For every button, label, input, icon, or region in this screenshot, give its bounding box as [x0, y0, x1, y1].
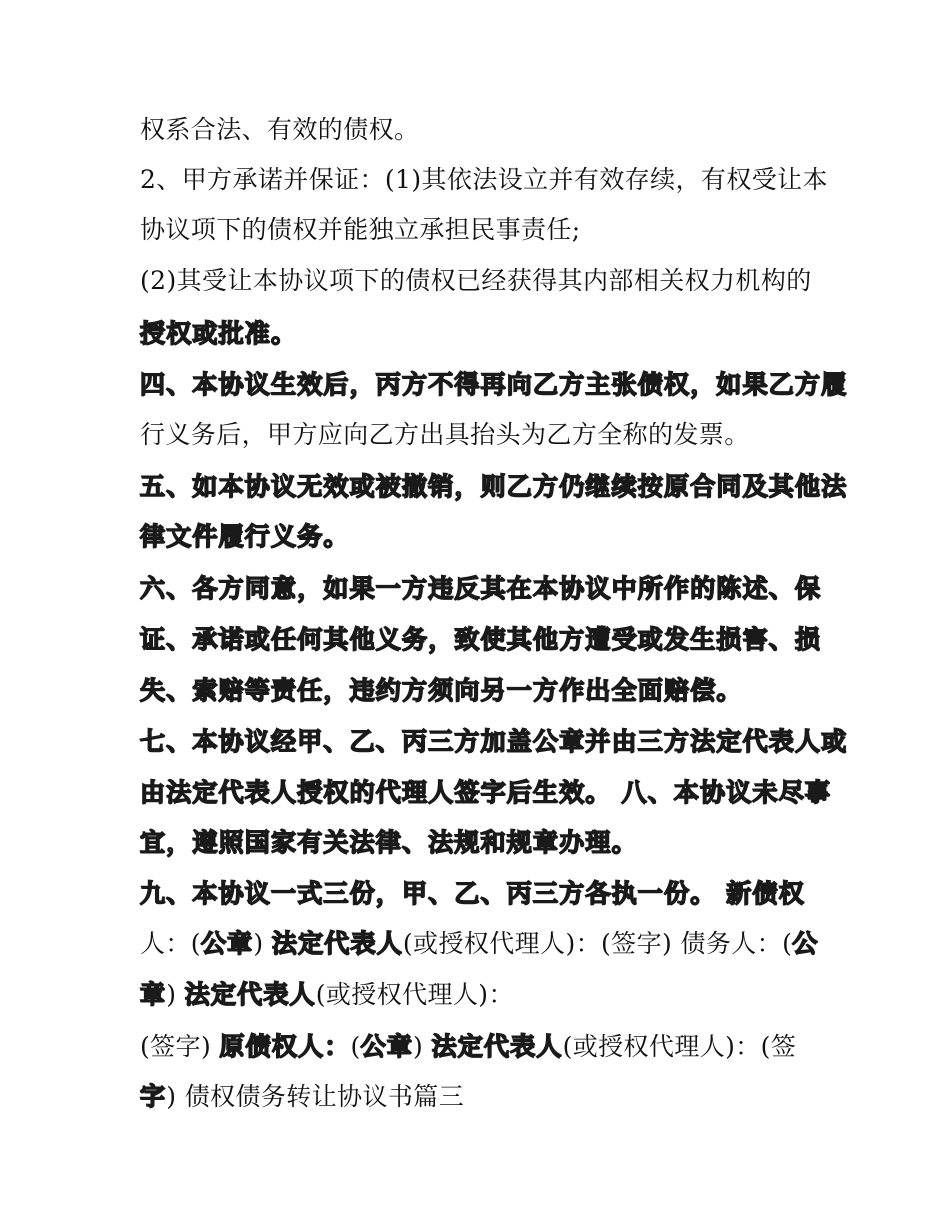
outlined-text-segment: 由法定代表人授权的代理人签字后生效。 八、本协议未尽事 — [140, 778, 832, 807]
outlined-text-segment: 五、如本协议无效或被撤销，则乙方仍继续按原合同及其他法 — [140, 472, 848, 501]
outlined-text-segment: 法定代表人 — [431, 1032, 563, 1061]
text-line — [140, 264, 820, 298]
text-line — [140, 418, 820, 452]
outlined-text-segment: 七、本协议经甲、乙、丙三方加盖公章并由三方法定代表人或 — [140, 727, 848, 756]
outlined-text-segment: 法定代表人 — [271, 929, 403, 958]
outlined-text-segment: 四、本协议生效后，丙方不得再向乙方主张债权，如果乙方履 — [140, 370, 848, 399]
outlined-text-segment: 公 — [792, 929, 819, 958]
text-line — [140, 317, 820, 351]
text-line — [140, 877, 820, 911]
text-segment: 权系合法、有效的债权。 — [140, 115, 420, 144]
outlined-text-segment: 章 — [140, 980, 167, 1009]
text-line — [140, 163, 828, 197]
text-segment: 2、甲方承诺并保证：(1)其依法设立并有效存续，有权受让本 — [140, 165, 828, 194]
text-segment: 协议项下的债权并能独立承担民事责任; — [140, 215, 581, 244]
text-segment: ) — [413, 1032, 432, 1061]
outlined-text-segment: 失、索赔等责任，违约方须向另一方作出全面赔偿。 — [140, 676, 743, 705]
outlined-text-segment: 六、各方同意，如果一方违反其在本协议中所作的陈述、保 — [140, 574, 822, 603]
text-line — [140, 470, 848, 504]
outlined-text-segment: 公章 — [200, 929, 254, 958]
text-segment: 人：( — [140, 929, 201, 958]
outlined-text-segment: 九、本协议一式三份，甲、乙、丙三方各执一份。 新债权 — [140, 879, 805, 908]
text-line — [140, 113, 820, 147]
text-line — [140, 1030, 820, 1064]
text-line — [140, 213, 820, 247]
text-segment: (2)其受让本协议项下的债权已经获得其内部相关权力机构的 — [140, 266, 812, 295]
outlined-text-segment: 字 — [140, 1082, 167, 1111]
text-line — [140, 674, 820, 708]
text-segment: (或授权代理人)：(签 — [562, 1032, 797, 1061]
text-segment: ) — [166, 980, 185, 1009]
outlined-text-segment: 公章 — [360, 1032, 414, 1061]
text-line — [140, 1080, 820, 1114]
text-segment: (或授权代理人)： — [315, 980, 514, 1009]
text-segment: (签字) — [140, 1032, 220, 1061]
text-segment: 行义务后，甲方应向乙方出具抬头为乙方全称的发票。 — [140, 420, 750, 449]
text-line — [140, 520, 820, 554]
text-segment: ) 债权债务转让协议书篇三 — [166, 1082, 465, 1111]
text-segment: ( — [350, 1032, 361, 1061]
outlined-text-segment: 授权或批准。 — [140, 319, 298, 348]
text-line — [140, 623, 820, 657]
text-line — [140, 368, 848, 402]
text-line — [140, 776, 832, 810]
outlined-text-segment: 律文件履行义务。 — [140, 522, 350, 551]
text-line — [140, 572, 820, 606]
text-segment: ) — [253, 929, 272, 958]
text-line — [140, 725, 848, 759]
text-segment: (或授权代理人)：(签字) 债务人：( — [402, 929, 793, 958]
text-line — [140, 978, 820, 1012]
text-line — [140, 927, 820, 961]
outlined-text-segment: 宜，遵照国家有关法律、法规和规章办理。 — [140, 828, 638, 857]
text-line — [140, 826, 820, 860]
outlined-text-segment: 法定代表人 — [184, 980, 316, 1009]
outlined-text-segment: 证、承诺或任何其他义务，致使其他方遭受或发生损害、损 — [140, 625, 822, 654]
outlined-text-segment: 原债权人： — [219, 1032, 351, 1061]
